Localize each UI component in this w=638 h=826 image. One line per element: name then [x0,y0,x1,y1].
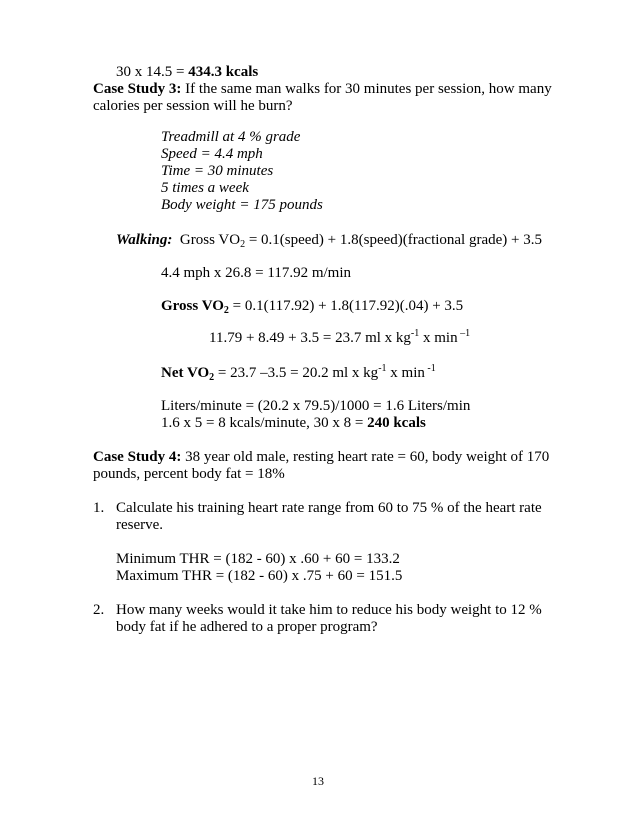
item1-number: 1. [93,500,105,516]
case4-label: Case Study 4: [93,449,182,465]
param-grade: Treadmill at 4 % grade [161,129,301,145]
walking-label: Walking: [116,232,173,248]
param-time: Time = 30 minutes [161,163,274,179]
net-vo2-line: Net $VO_2 = 23.7$ –3.5 = 20.2 ml x $kg^{-1}$ x min $^{-1}$ [161,363,436,383]
min-thr: Minimum THR = (182 - 60) x .60 + 60 = 133.2 [116,551,400,567]
speed-conversion: 4.4 mph x 26.8 = 117.92 m/min [161,265,351,281]
kcals-line: 1.6 x 5 = 8 kcals/minute, 30 x 8 = 240 kcals [161,415,426,431]
case3-question: Case Study 3: If the same man walks for 30 minutes per session, how many [93,81,552,97]
liters-per-minute: Liters/minute = (20.2 x 79.5)/1000 = 1.6 Liters/min [161,398,471,414]
item1-text-cont: reserve. [116,517,164,533]
gross-vo2-line: Gross $VO_2 = 0.1(117.92) + 1.8(117.92)(.04) + 3.5$ [161,298,464,316]
kcals-result: 240 kcals [367,415,426,431]
gross-vo2-sum: 11.79 + 8.49 + 3.5 = 23.7 ml x $kg^{-1}$ x min $^{-1}$ [209,328,471,346]
param-body-weight: Body weight = 175 pounds [161,197,323,213]
walking-equation: Walking: Gross $VO_2$ = 0.1(speed) + 1.8(speed)(fractional grade) + 3.5 [116,232,542,250]
case4-question: Case Study 4: 38 year old male, resting heart rate = 60, body weight of 170 [93,449,550,465]
param-frequency: 5 times a week [161,180,249,196]
item2-text: How many weeks would it take him to reduce his body weight to 12 % [116,602,542,618]
param-speed: Speed = 4.4 mph [161,146,263,162]
page-number: 13 [312,774,324,788]
max-thr: Maximum THR = (182 - 60) x .75 + 60 = 151.5 [116,568,403,584]
calc-line-top: 30 x 14.5 = 434.3 kcals [116,64,259,80]
item1-text: Calculate his training heart rate range from 60 to 75 % of the heart rate [116,500,542,516]
item2-number: 2. [93,602,105,618]
case3-question-cont: calories per session will he burn? [93,98,293,114]
calc-top-result: 434.3 kcals [188,64,259,80]
case3-label: Case Study 3: [93,81,182,97]
item2-text-cont: body fat if he adhered to a proper program? [116,619,378,635]
case4-question-cont: pounds, percent body fat = 18% [93,466,285,482]
